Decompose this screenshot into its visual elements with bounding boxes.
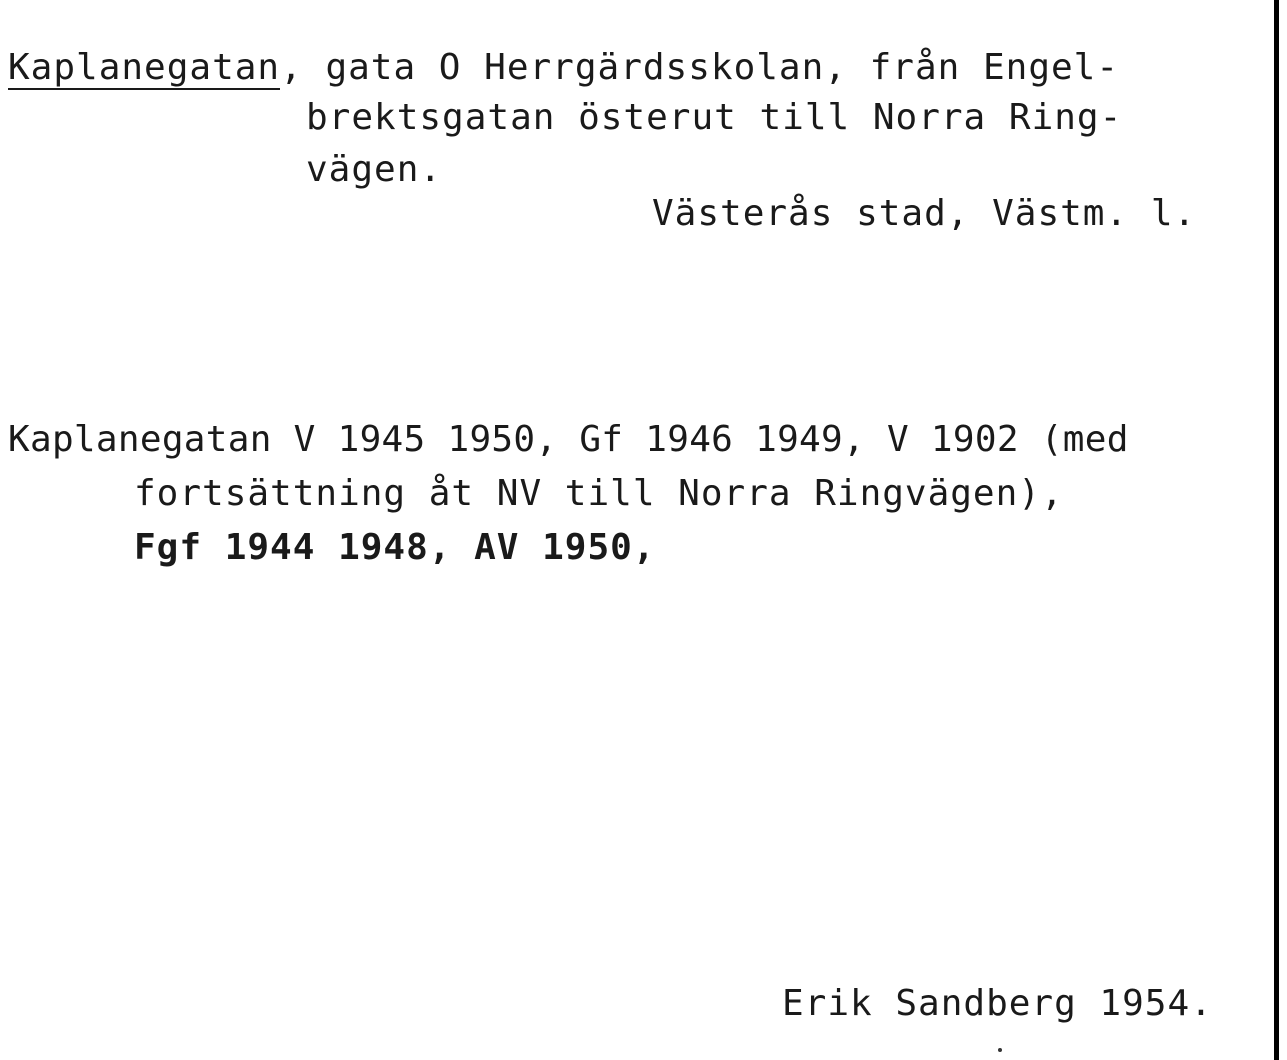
headword: Kaplanegatan [8,47,281,88]
entry-line-2: brektsgatan österut till Norra Ring- [306,97,1123,138]
ink-speck [998,1048,1002,1052]
location-line: Västerås stad, Västm. l. [652,193,1197,234]
signature: Erik Sandberg 1954. [782,983,1213,1024]
sources-line-2: fortsättning åt NV till Norra Ringvägen), [134,473,1064,514]
entry-line-1-rest: , gata O Herrgärdsskolan, från Engel- [280,47,1120,88]
entry-line-1 [8,46,1119,90]
sources-line-3: Fgf 1944 1948, AV 1950, [134,527,656,568]
card-right-edge [1274,0,1279,1060]
entry-line-3: vägen. [306,149,443,190]
sources-line-1: Kaplanegatan V 1945 1950, Gf 1946 1949, V 1902 (med [8,419,1129,460]
